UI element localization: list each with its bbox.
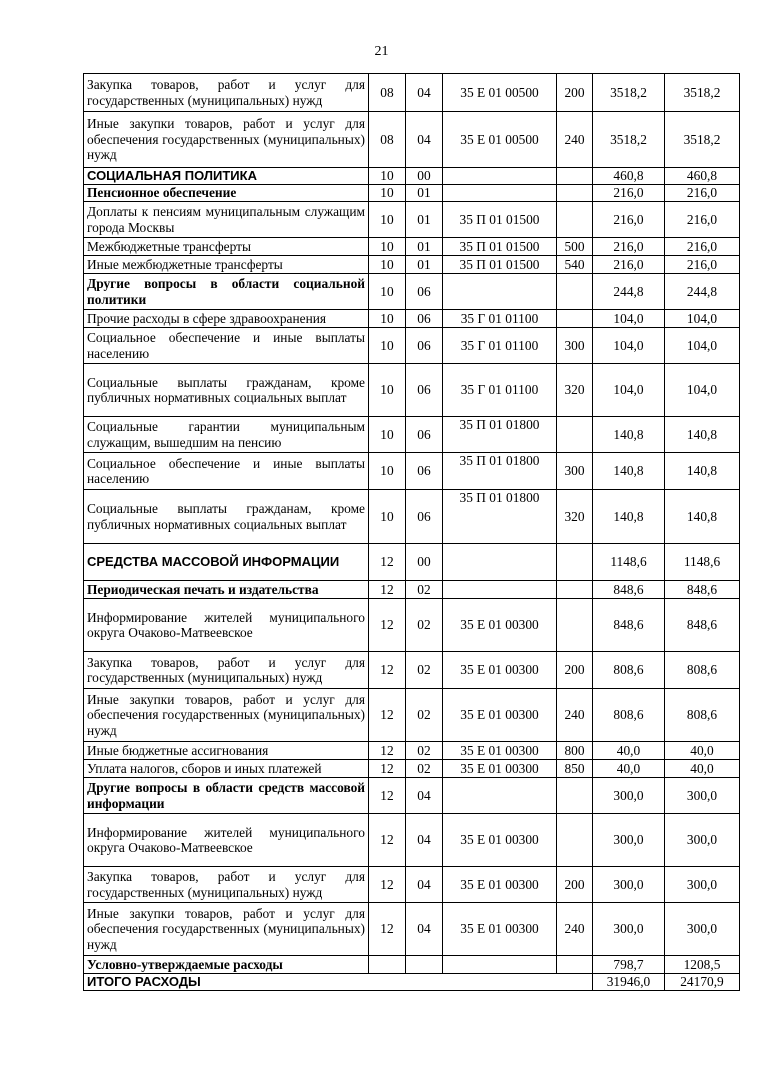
row-expense-type [557,202,593,238]
row-subsection-code: 00 [406,168,443,185]
row-sum-year-1: 300,0 [593,814,665,867]
row-expense-type [557,544,593,581]
row-sum-year-2: 140,8 [665,453,740,490]
row-target-article: 35 Е 01 00300 [443,760,557,778]
row-sum-year-1: 104,0 [593,364,665,417]
row-subsection-code: 04 [406,112,443,168]
table-row [84,238,740,256]
row-sum-year-1: 300,0 [593,778,665,814]
row-name: Уплата налогов, сборов и иных платежей [84,760,369,778]
row-target-article [443,778,557,814]
row-target-article [443,544,557,581]
row-name: Иные закупки товаров, работ и услуг для обеспечения государственных (муниципальных) нужд [84,112,369,168]
row-subsection-code: 00 [406,544,443,581]
row-sum-year-2: 300,0 [665,903,740,956]
row-sum-year-2: 3518,2 [665,74,740,112]
row-target-article: 35 П 01 01800 [443,453,557,490]
row-target-article: 35 Г 01 01100 [443,310,557,328]
row-sum-year-1: 1148,6 [593,544,665,581]
row-expense-type: 200 [557,74,593,112]
row-sum-year-1: 848,6 [593,581,665,599]
row-sum-year-2: 40,0 [665,760,740,778]
row-expense-type: 240 [557,112,593,168]
table-row [84,185,740,202]
row-expense-type [557,956,593,974]
row-subsection-code: 04 [406,74,443,112]
table-row [84,490,740,544]
row-expense-type: 500 [557,238,593,256]
row-name: Условно-утверждаемые расходы [84,956,369,974]
row-target-article: 35 П 01 01500 [443,238,557,256]
row-sum-year-1: 216,0 [593,185,665,202]
row-sum-year-1: 216,0 [593,256,665,274]
row-sum-year-2: 300,0 [665,814,740,867]
row-subsection-code: 06 [406,274,443,310]
row-section-code: 12 [369,778,406,814]
row-name: Закупка товаров, работ и услуг для государственных (муниципальных) нужд [84,652,369,689]
row-name: Иные межбюджетные трансферты [84,256,369,274]
row-sum-year-2: 460,8 [665,168,740,185]
row-sum-year-2: 300,0 [665,867,740,903]
row-section-code: 10 [369,256,406,274]
table-row [84,544,740,581]
row-section-code: 08 [369,112,406,168]
row-name: СОЦИАЛЬНАЯ ПОЛИТИКА [84,168,369,185]
row-section-code: 12 [369,742,406,760]
row-subsection-code: 06 [406,417,443,453]
row-target-article [443,581,557,599]
table-row [84,168,740,185]
row-expense-type: 200 [557,867,593,903]
row-section-code: 10 [369,310,406,328]
row-expense-type [557,814,593,867]
row-subsection-code: 02 [406,760,443,778]
row-sum-year-2: 104,0 [665,364,740,417]
row-name: Иные закупки товаров, работ и услуг для обеспечения государственных (муниципальных) нужд [84,689,369,742]
row-subsection-code: 01 [406,256,443,274]
budget-table [83,73,740,991]
table-row [84,814,740,867]
row-name: Иные бюджетные ассигнования [84,742,369,760]
row-name: Закупка товаров, работ и услуг для государственных (муниципальных) нужд [84,74,369,112]
row-sum-year-1: 104,0 [593,328,665,364]
row-sum-year-2: 140,8 [665,417,740,453]
row-sum-year-2: 216,0 [665,202,740,238]
row-sum-year-1: 798,7 [593,956,665,974]
row-subsection-code: 06 [406,490,443,544]
row-section-code [369,956,406,974]
row-name: Информирование жителей муниципального округа Очаково-Матвеевское [84,814,369,867]
table-row [84,202,740,238]
row-sum-year-1: 3518,2 [593,112,665,168]
row-subsection-code: 06 [406,364,443,417]
row-name: Пенсионное обеспечение [84,185,369,202]
table-row [84,760,740,778]
row-name: Социальные выплаты гражданам, кроме публичных нормативных социальных выплат [84,364,369,417]
row-sum-year-2: 216,0 [665,185,740,202]
row-sum-year-1: 808,6 [593,689,665,742]
row-subsection-code: 06 [406,453,443,490]
table-row [84,74,740,112]
row-section-code: 12 [369,760,406,778]
row-section-code: 10 [369,490,406,544]
row-target-article [443,168,557,185]
row-expense-type: 240 [557,689,593,742]
row-expense-type [557,417,593,453]
table-row [84,453,740,490]
row-sum-year-1: 140,8 [593,453,665,490]
row-section-code: 12 [369,867,406,903]
table-row [84,599,740,652]
row-section-code: 10 [369,328,406,364]
table-row [84,903,740,956]
row-subsection-code: 01 [406,202,443,238]
row-name: Прочие расходы в сфере здравоохранения [84,310,369,328]
row-sum-year-2: 3518,2 [665,112,740,168]
row-section-code: 08 [369,74,406,112]
table-row [84,689,740,742]
row-sum-year-2: 848,6 [665,581,740,599]
row-section-code: 10 [369,274,406,310]
table-row [84,274,740,310]
row-section-code: 12 [369,652,406,689]
row-sum-year-1: 140,8 [593,490,665,544]
total-label: ИТОГО РАСХОДЫ [84,974,593,991]
row-sum-year-2: 104,0 [665,310,740,328]
row-target-article: 35 Е 01 00300 [443,689,557,742]
row-subsection-code: 02 [406,652,443,689]
row-subsection-code: 01 [406,238,443,256]
row-subsection-code [406,956,443,974]
row-expense-type: 200 [557,652,593,689]
row-sum-year-2: 140,8 [665,490,740,544]
row-name: Иные закупки товаров, работ и услуг для обеспечения государственных (муниципальных) нужд [84,903,369,956]
row-target-article [443,956,557,974]
row-section-code: 10 [369,185,406,202]
row-subsection-code: 06 [406,328,443,364]
row-expense-type: 320 [557,364,593,417]
row-subsection-code: 04 [406,778,443,814]
row-subsection-code: 02 [406,581,443,599]
row-target-article: 35 Е 01 00500 [443,112,557,168]
row-name: Социальное обеспечение и иные выплаты населению [84,328,369,364]
row-name: Социальные гарантии муниципальным служащим, вышедшим на пенсию [84,417,369,453]
row-expense-type [557,778,593,814]
row-target-article: 35 Е 01 00300 [443,742,557,760]
row-sum-year-2: 40,0 [665,742,740,760]
row-target-article: 35 Е 01 00500 [443,74,557,112]
row-sum-year-2: 104,0 [665,328,740,364]
table-row [84,256,740,274]
row-target-article: 35 Е 01 00300 [443,652,557,689]
row-expense-type [557,274,593,310]
row-sum-year-2: 244,8 [665,274,740,310]
row-target-article [443,185,557,202]
row-section-code: 12 [369,544,406,581]
row-name: Социальное обеспечение и иные выплаты населению [84,453,369,490]
row-sum-year-2: 808,6 [665,652,740,689]
row-expense-type: 300 [557,453,593,490]
row-section-code: 10 [369,202,406,238]
row-sum-year-2: 1148,6 [665,544,740,581]
row-name: Информирование жителей муниципального округа Очаково-Матвеевское [84,599,369,652]
row-sum-year-1: 40,0 [593,760,665,778]
row-expense-type: 800 [557,742,593,760]
row-name: Доплаты к пенсиям муниципальным служащим города Москвы [84,202,369,238]
row-target-article: 35 Е 01 00300 [443,903,557,956]
table-row [84,310,740,328]
total-sum-year-1: 31946,0 [593,974,665,991]
row-expense-type: 320 [557,490,593,544]
row-sum-year-1: 808,6 [593,652,665,689]
row-name: Другие вопросы в области средств массовой информации [84,778,369,814]
row-expense-type [557,168,593,185]
row-target-article: 35 П 01 01800 [443,417,557,453]
row-subsection-code: 02 [406,689,443,742]
row-expense-type: 240 [557,903,593,956]
row-expense-type: 850 [557,760,593,778]
table-row [84,778,740,814]
row-target-article: 35 П 01 01500 [443,202,557,238]
row-sum-year-2: 848,6 [665,599,740,652]
row-sum-year-1: 104,0 [593,310,665,328]
row-section-code: 12 [369,689,406,742]
row-target-article [443,274,557,310]
row-target-article: 35 П 01 01800 [443,490,557,544]
row-name: Периодическая печать и издательства [84,581,369,599]
row-section-code: 10 [369,453,406,490]
row-name: Межбюджетные трансферты [84,238,369,256]
table-row [84,328,740,364]
row-sum-year-1: 460,8 [593,168,665,185]
row-section-code: 10 [369,238,406,256]
row-sum-year-1: 244,8 [593,274,665,310]
row-section-code: 12 [369,581,406,599]
row-expense-type [557,310,593,328]
row-sum-year-2: 1208,5 [665,956,740,974]
row-target-article: 35 Г 01 01100 [443,328,557,364]
table-row [84,742,740,760]
row-subsection-code: 01 [406,185,443,202]
row-sum-year-1: 40,0 [593,742,665,760]
row-target-article: 35 Е 01 00300 [443,814,557,867]
row-expense-type [557,599,593,652]
row-target-article: 35 Е 01 00300 [443,867,557,903]
table-row [84,112,740,168]
table-row [84,652,740,689]
row-section-code: 10 [369,364,406,417]
row-subsection-code: 04 [406,867,443,903]
row-sum-year-1: 140,8 [593,417,665,453]
row-section-code: 10 [369,417,406,453]
total-row [84,974,740,991]
row-sum-year-1: 216,0 [593,202,665,238]
row-target-article: 35 Е 01 00300 [443,599,557,652]
row-expense-type: 300 [557,328,593,364]
table-row [84,417,740,453]
row-section-code: 10 [369,168,406,185]
table-row [84,867,740,903]
row-name: Закупка товаров, работ и услуг для государственных (муниципальных) нужд [84,867,369,903]
row-subsection-code: 04 [406,903,443,956]
row-target-article: 35 П 01 01500 [443,256,557,274]
row-name: СРЕДСТВА МАССОВОЙ ИНФОРМАЦИИ [84,544,369,581]
row-name: Другие вопросы в области социальной политики [84,274,369,310]
row-section-code: 12 [369,599,406,652]
row-sum-year-1: 300,0 [593,867,665,903]
table-row [84,581,740,599]
row-name: Социальные выплаты гражданам, кроме публичных нормативных социальных выплат [84,490,369,544]
row-sum-year-2: 216,0 [665,256,740,274]
table-row [84,364,740,417]
row-expense-type [557,581,593,599]
row-expense-type: 540 [557,256,593,274]
page-number: 21 [374,44,389,59]
row-expense-type [557,185,593,202]
row-section-code: 12 [369,814,406,867]
row-sum-year-2: 808,6 [665,689,740,742]
table-row [84,956,740,974]
total-sum-year-2: 24170,9 [665,974,740,991]
row-subsection-code: 02 [406,599,443,652]
row-sum-year-2: 300,0 [665,778,740,814]
row-subsection-code: 06 [406,310,443,328]
row-section-code: 12 [369,903,406,956]
row-sum-year-1: 300,0 [593,903,665,956]
row-sum-year-2: 216,0 [665,238,740,256]
row-subsection-code: 04 [406,814,443,867]
row-sum-year-1: 3518,2 [593,74,665,112]
row-subsection-code: 02 [406,742,443,760]
row-sum-year-1: 216,0 [593,238,665,256]
row-sum-year-1: 848,6 [593,599,665,652]
row-target-article: 35 Г 01 01100 [443,364,557,417]
